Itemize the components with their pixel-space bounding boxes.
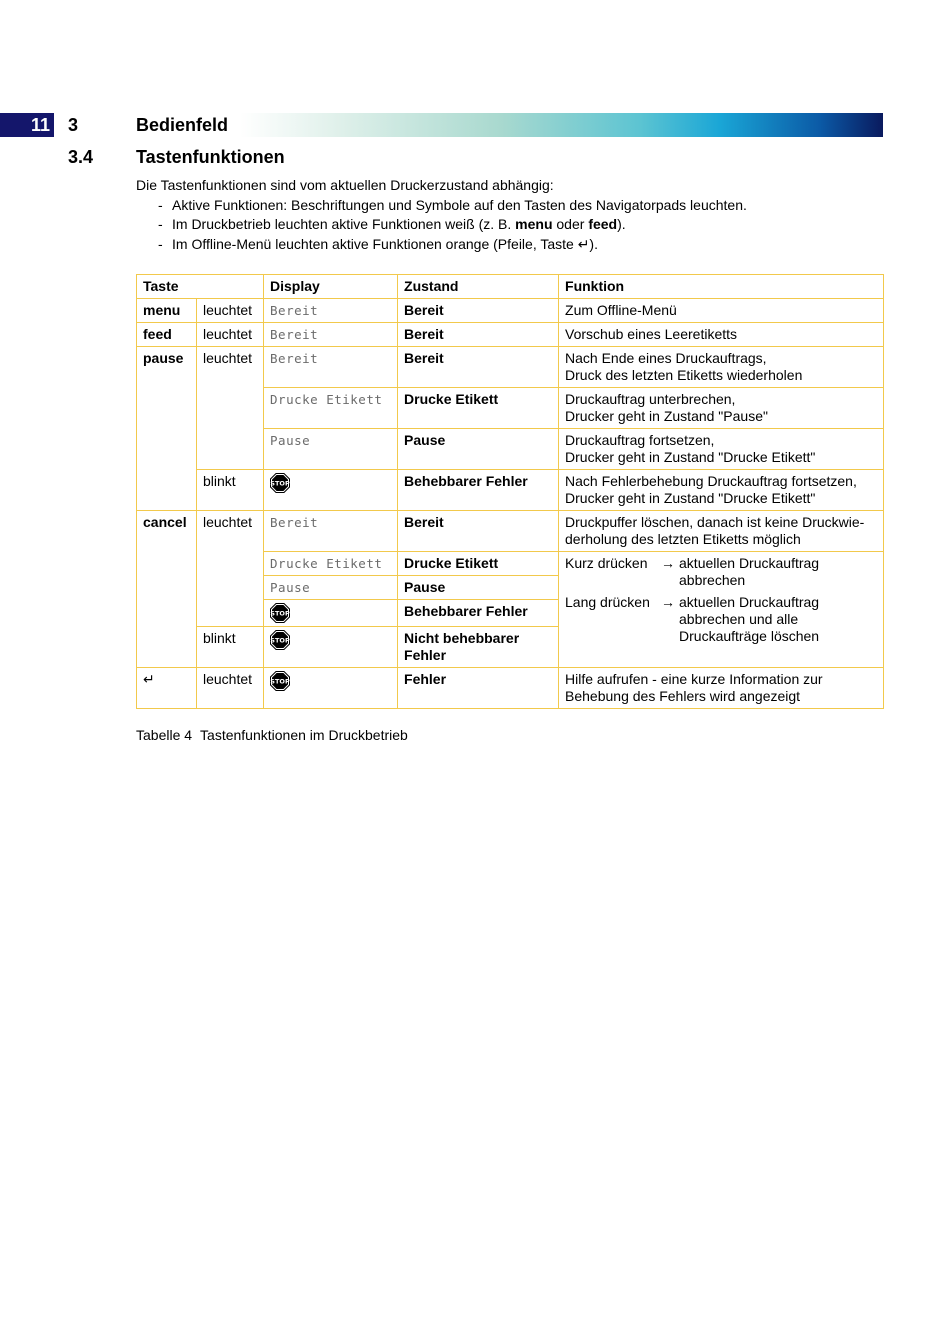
key-feed: feed: [137, 323, 197, 347]
zustand-text: Drucke Etikett: [398, 552, 559, 576]
funktion-text: Zum Offline-Menü: [559, 299, 884, 323]
zustand-text: Behebbarer Fehler: [398, 600, 559, 627]
key-enter: ↵: [137, 668, 197, 709]
svg-text:STOP: STOP: [270, 636, 290, 645]
display-text: Bereit: [264, 347, 398, 388]
zustand-text: Pause: [398, 429, 559, 470]
display-stop: [264, 600, 398, 627]
section-number: 3.4: [68, 147, 94, 167]
key-state: leuchtet: [197, 668, 264, 709]
zustand-text: Bereit: [398, 323, 559, 347]
chapter-number: 3: [68, 115, 79, 135]
display-stop: [264, 470, 398, 511]
display-text: Pause: [264, 576, 398, 600]
key-menu: menu: [137, 299, 197, 323]
funktion-text: Vorschub eines Leeretiketts: [559, 323, 884, 347]
caption-text: Tastenfunktionen im Druckbetrieb: [200, 727, 408, 743]
funktion-text: Druckauftrag fortsetzen, Drucker geht in Zustand "Drucke Etikett": [559, 429, 884, 470]
intro-lead: Die Tastenfunktionen sind vom aktuellen Druckerzustand abhängig:: [136, 177, 554, 193]
zustand-text: Nicht behebbarer Fehler: [398, 627, 559, 668]
display-text: Bereit: [264, 511, 398, 552]
key-state: leuchtet: [197, 347, 264, 470]
table-row: [137, 511, 884, 552]
page-number: 11: [0, 113, 54, 137]
display-stop: [264, 668, 398, 709]
table-header-row: [137, 275, 884, 299]
funktion-cancel-press: [559, 552, 884, 668]
key-state: leuchtet: [197, 323, 264, 347]
key-state: leuchtet: [197, 299, 264, 323]
display-text: Drucke Etikett: [264, 388, 398, 429]
short-press: Kurz drücken → aktuellen Druckauftrag abbrechen: [565, 555, 820, 588]
stop-sign-icon: [270, 473, 290, 493]
header-gradient-bar: [0, 113, 883, 137]
zustand-text: Bereit: [398, 347, 559, 388]
header-funktion: Funktion: [559, 275, 884, 299]
stop-sign-icon: [270, 603, 290, 623]
display-text: Pause: [264, 429, 398, 470]
display-text: Drucke Etikett: [264, 552, 398, 576]
funktion-text: Nach Ende eines Druckauftrags, Druck des letzten Etiketts wiederholen: [559, 347, 884, 388]
key-state: leuchtet: [197, 511, 264, 627]
key-state: blinkt: [197, 627, 264, 668]
table-row: [137, 668, 884, 709]
header-display: Display: [264, 275, 398, 299]
section-title: Tastenfunktionen: [136, 147, 285, 167]
stop-sign-icon: [270, 671, 290, 691]
intro-text: [136, 176, 886, 254]
table-row: [137, 347, 884, 388]
table-row: [137, 470, 884, 511]
list-item: - Im Druckbetrieb leuchten aktive Funktionen weiß (z. B. menu oder feed).: [158, 216, 626, 232]
zustand-text: Bereit: [398, 299, 559, 323]
funktion-text: Nach Fehlerbehebung Druckauftrag fortsetzen, Drucker geht in Zustand "Drucke Etikett": [559, 470, 884, 511]
display-text: Bereit: [264, 323, 398, 347]
funktion-text: Hilfe aufrufen - eine kurze Information zur Behebung des Fehlers wird angezeigt: [559, 668, 884, 709]
svg-text:STOP: STOP: [270, 609, 290, 618]
key-pause: pause: [137, 347, 197, 511]
key-state: blinkt: [197, 470, 264, 511]
svg-text:STOP: STOP: [270, 677, 290, 686]
list-item: - Im Offline-Menü leuchten aktive Funktionen orange (Pfeile, Taste ↵).: [158, 235, 598, 252]
display-text: Bereit: [264, 299, 398, 323]
header-taste: Taste: [137, 275, 264, 299]
table-row: [137, 299, 884, 323]
key-functions-table: [136, 274, 884, 709]
display-stop: [264, 627, 398, 668]
header-zustand: Zustand: [398, 275, 559, 299]
funktion-text: Druckpuffer löschen, danach ist keine Druckwie- derholung des letzten Etiketts möglich: [559, 511, 884, 552]
key-cancel: cancel: [137, 511, 197, 668]
zustand-text: Pause: [398, 576, 559, 600]
list-item: - Aktive Funktionen: Beschriftungen und Symbole auf den Tasten des Navigatorpads leuchten.: [158, 196, 747, 213]
zustand-text: Behebbarer Fehler: [398, 470, 559, 511]
svg-text:STOP: STOP: [270, 479, 290, 488]
intro-list: [136, 196, 886, 255]
table-caption: [136, 726, 408, 744]
zustand-text: Bereit: [398, 511, 559, 552]
zustand-text: Drucke Etikett: [398, 388, 559, 429]
caption-label: Tabelle 4: [136, 727, 193, 743]
funktion-text: Druckauftrag unterbrechen, Drucker geht in Zustand "Pause": [559, 388, 884, 429]
stop-sign-icon: [270, 630, 290, 650]
long-press: Lang drücken → aktuellen Druckauftrag abbrechen und alle Druckaufträge löschen: [565, 594, 820, 644]
chapter-title: Bedienfeld: [136, 115, 229, 135]
table-row: [137, 323, 884, 347]
zustand-text: Fehler: [398, 668, 559, 709]
